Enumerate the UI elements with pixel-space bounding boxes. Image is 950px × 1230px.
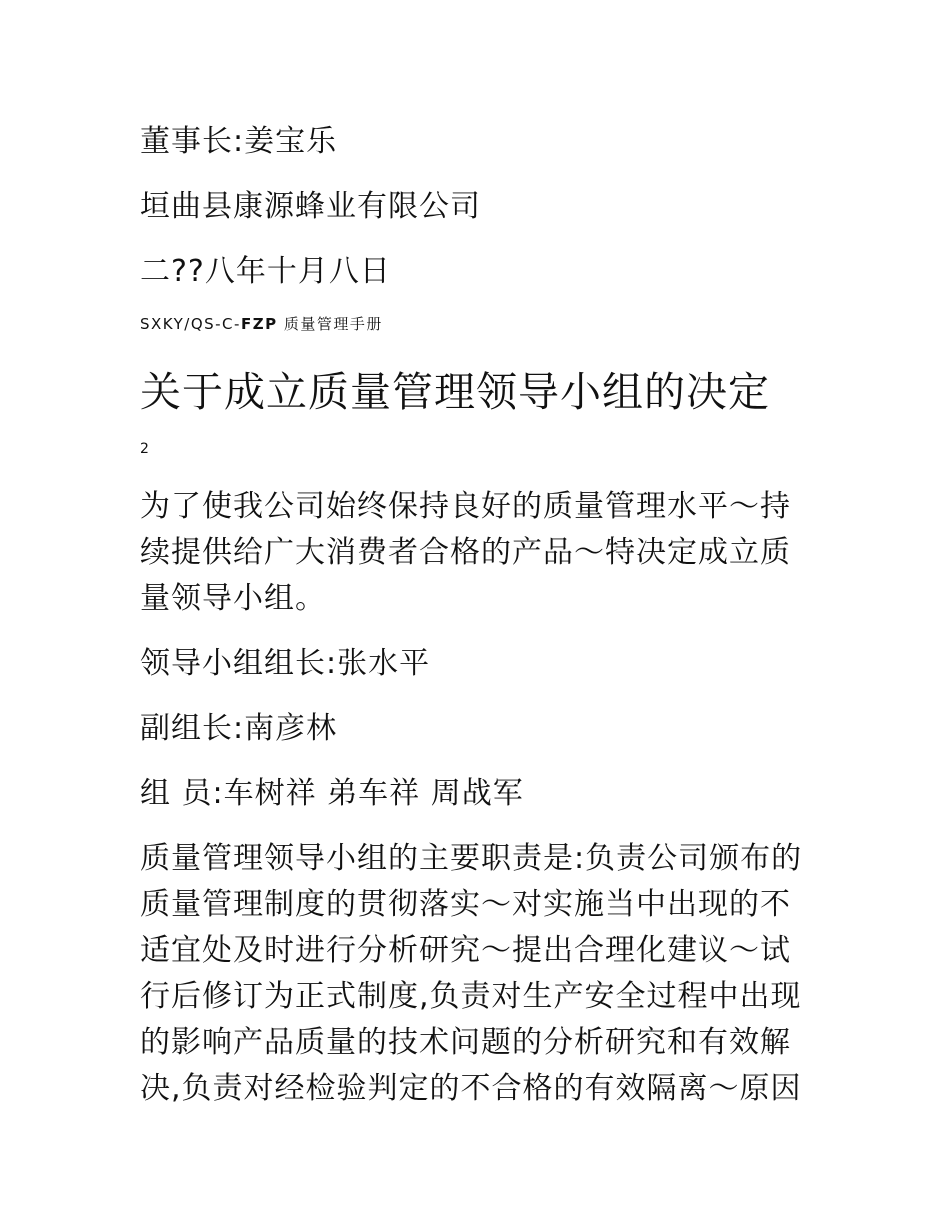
page-number: 2 (140, 441, 149, 457)
deputy-line: 副组长:南彦林 (140, 711, 338, 746)
leader-line: 领导小组组长:张水平 (140, 646, 431, 681)
intro-paragraph (140, 484, 820, 622)
duties-line: 质量管理领导小组的主要职责是:负责公司颁布的 (140, 841, 803, 876)
intro-line: 为了使我公司始终保持良好的质量管理水平～持 (140, 489, 791, 524)
document-date: 二??八年十月八日 (140, 254, 391, 289)
intro-line: 续提供给广大消费者合格的产品～特决定成立质 (140, 535, 791, 570)
manual-header (140, 314, 383, 334)
intro-line: 量领导小组。 (140, 581, 326, 616)
manual-name: 质量管理手册 (283, 315, 383, 333)
company-name: 垣曲县康源蜂业有限公司 (140, 189, 481, 224)
duties-line: 适宜处及时进行分析研究～提出合理化建议～试 (140, 933, 791, 968)
manual-code-prefix: SXKY/QS-C- (140, 315, 241, 333)
duties-line: 的影响产品质量的技术问题的分析研究和有效解 (140, 1025, 791, 1060)
duties-line: 决,负责对经检验判定的不合格的有效隔离～原因 (140, 1071, 802, 1106)
section-title: 关于成立质量管理领导小组的决定 (140, 368, 770, 416)
manual-code-bold: FZP (240, 315, 278, 333)
duties-line: 行后修订为正式制度,负责对生产安全过程中出现 (140, 979, 802, 1014)
members-line: 组 员:车树祥 弟车祥 周战军 (140, 776, 524, 811)
duties-paragraph (140, 836, 820, 1112)
chairman-signature: 董事长:姜宝乐 (140, 124, 338, 159)
duties-line: 质量管理制度的贯彻落实～对实施当中出现的不 (140, 887, 791, 922)
